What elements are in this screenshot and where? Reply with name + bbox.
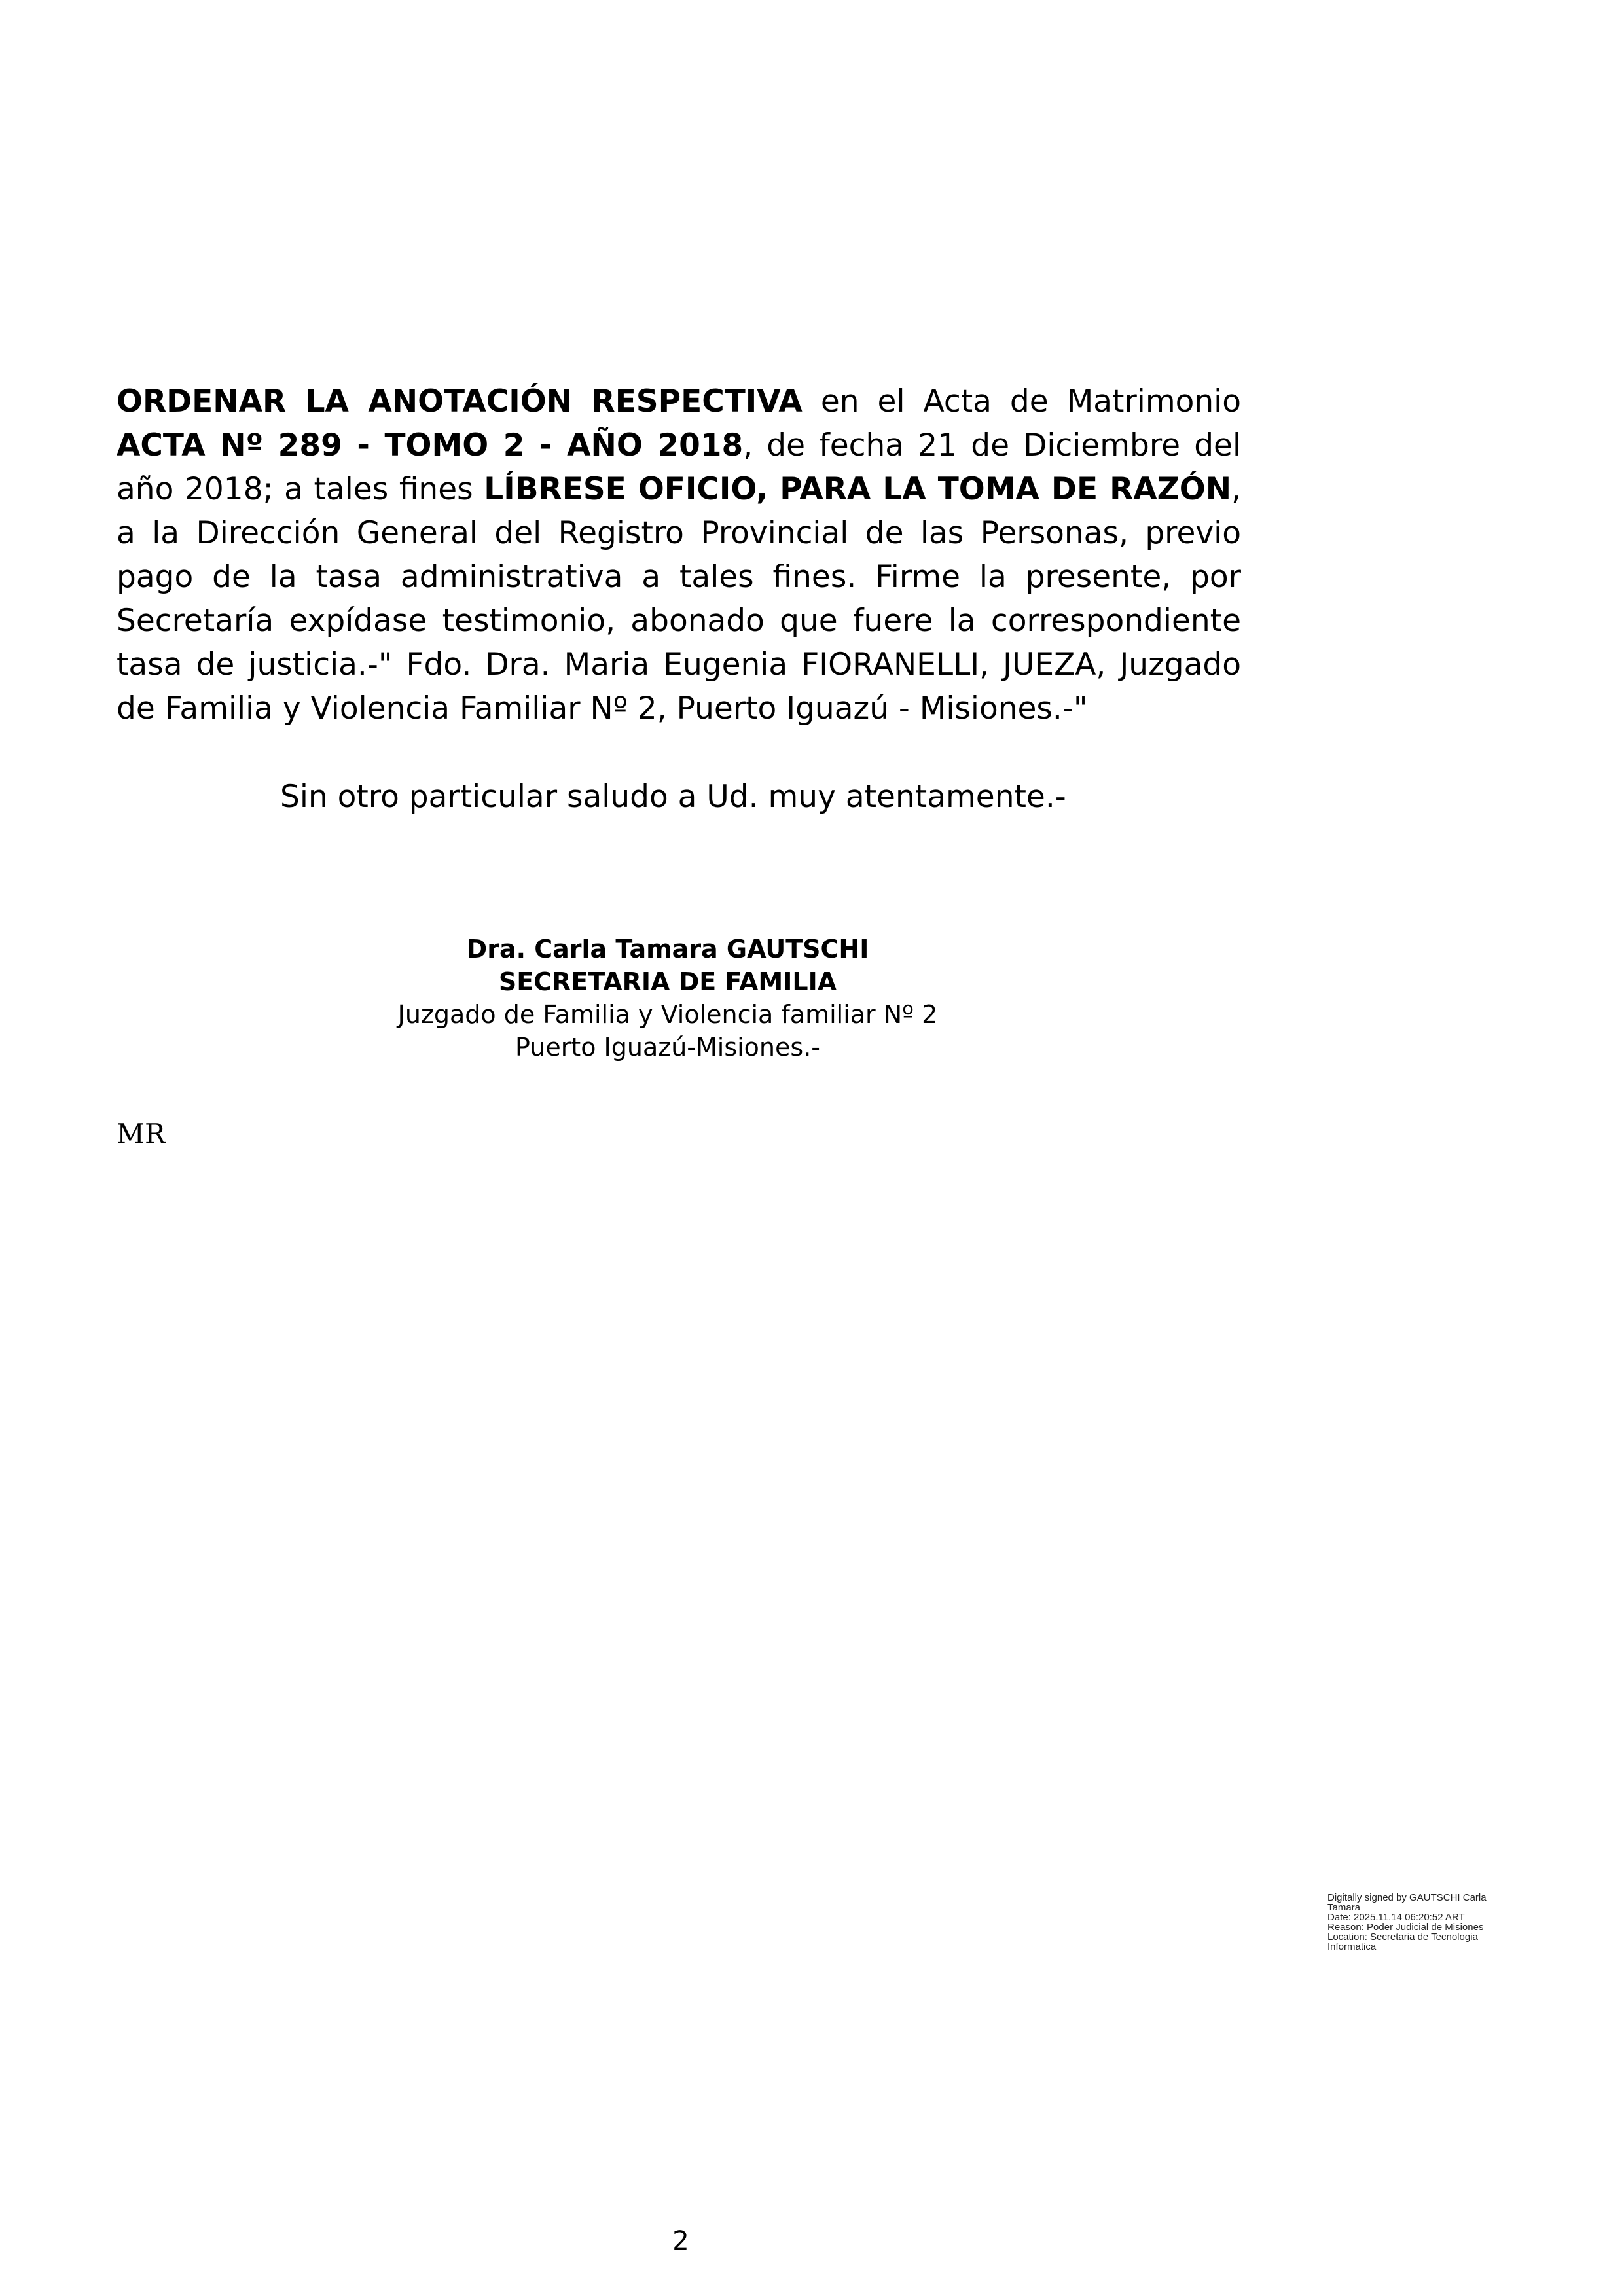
closing-salutation: Sin otro particular saludo a Ud. muy atentamente.- bbox=[280, 779, 1066, 815]
signature-block bbox=[353, 933, 982, 1064]
digital-signature-line: Informatica bbox=[1327, 1941, 1377, 1952]
body-paragraph bbox=[117, 380, 1241, 730]
page-number: 2 bbox=[672, 2226, 689, 2256]
digital-signature-line: Reason: Poder Judicial de Misiones bbox=[1327, 1922, 1484, 1933]
body-text-remainder: , a la Dirección General del Registro Provincial de las Personas, previo pago de la tasa administrativa a tales fines. Firme la presente, por Secretaría expídase testimonio, abonado que fuere la correspondiente tasa de justicia.-" Fdo. Dra. Maria Eugenia FIORANELLI, JUEZA, Juzgado de Familia y Violencia Familiar Nº 2, Puerto Iguazú - Misiones.-" bbox=[117, 471, 1241, 726]
signer-role: SECRETARIA DE FAMILIA bbox=[498, 967, 837, 996]
signer-location: Puerto Iguazú-Misiones.- bbox=[514, 1033, 820, 1062]
digital-signature-line: Digitally signed by GAUTSCHI Carla bbox=[1327, 1892, 1487, 1903]
signer-name: Dra. Carla Tamara GAUTSCHI bbox=[466, 935, 869, 963]
body-bold-ordenar: ORDENAR LA ANOTACIÓN RESPECTIVA bbox=[117, 384, 803, 420]
body-text-fecha: , de fecha 21 de Diciembre del año 2018; a tales fines bbox=[117, 427, 1241, 507]
digital-signature-line: Location: Secretaria de Tecnologia bbox=[1327, 1931, 1478, 1943]
body-text-acta-intro: en el Acta de Matrimonio bbox=[802, 384, 1241, 420]
typist-initials: MR bbox=[117, 1118, 166, 1150]
digital-signature-stamp bbox=[1327, 1893, 1524, 1952]
digital-signature-line: Tamara bbox=[1327, 1902, 1361, 1913]
signer-court: Juzgado de Familia y Violencia familiar Nº 2 bbox=[397, 1000, 938, 1029]
digital-signature-line: Date: 2025.11.14 06:20:52 ART bbox=[1327, 1912, 1465, 1923]
body-bold-acta-number: ACTA Nº 289 - TOMO 2 - AÑO 2018 bbox=[117, 427, 744, 463]
body-bold-librese-oficio: LÍBRESE OFICIO, PARA LA TOMA DE RAZÓN bbox=[484, 471, 1232, 507]
